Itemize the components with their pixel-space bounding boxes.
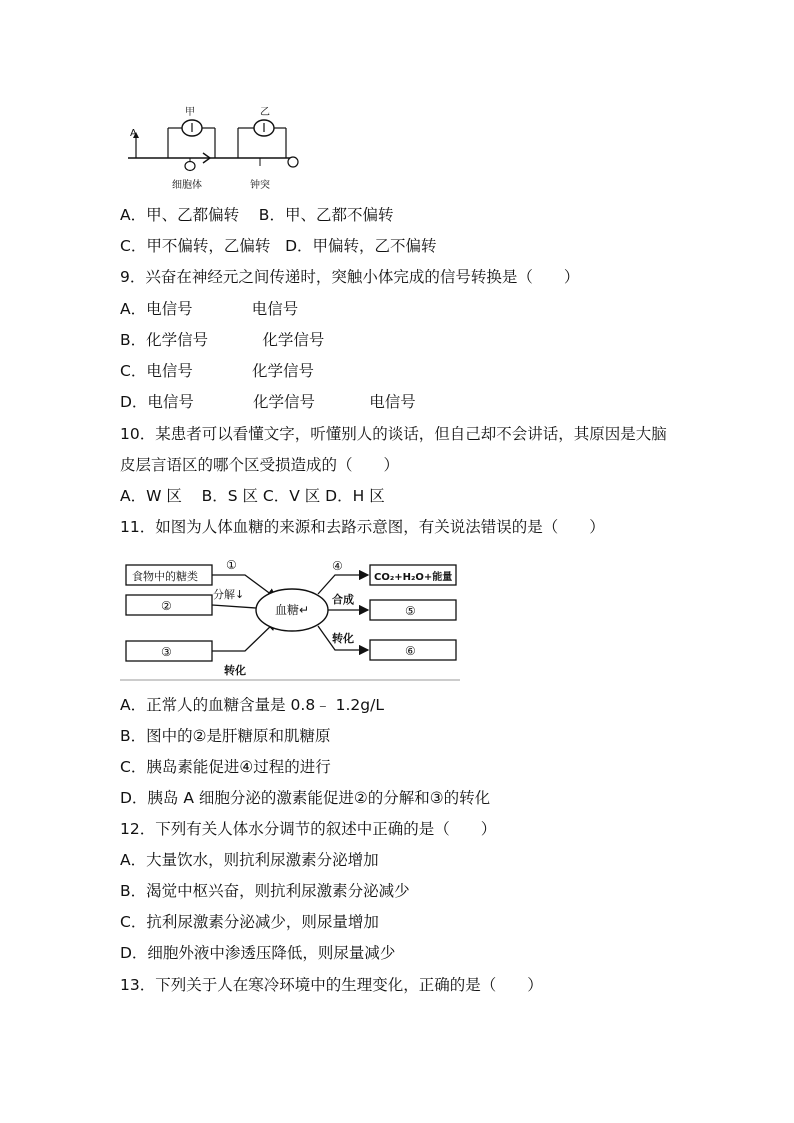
q10-stem-line2: 皮层言语区的哪个区受损造成的（ ）	[120, 456, 400, 474]
synapse-label: 钟突	[250, 180, 270, 191]
q11-option-a: A．正常人的血糖含量是 0.8﹣ 1.2g/L	[120, 696, 384, 714]
transform-bottom-label: 转化	[224, 664, 246, 677]
point-a-label: A	[130, 128, 137, 139]
q9-stem: 9．兴奋在神经元之间传递时，突触小体完成的信号转换是（ ）	[120, 268, 580, 286]
meter-jia-label: 甲	[185, 107, 195, 118]
q8-options-row2: C．甲不偏转，乙偏转 D．甲偏转，乙不偏转	[120, 237, 437, 255]
meter-yi-label: 乙	[260, 107, 270, 118]
q8-options-row1: A．甲、乙都偏转 B．甲、乙都不偏转	[120, 206, 394, 224]
q11-option-c: C．胰岛素能促进④过程的进行	[120, 758, 331, 776]
co2-energy-label: CO₂+H₂O+能量	[374, 572, 453, 583]
q11-option-d: D．胰岛 A 细胞分泌的激素能促进②的分解和③的转化	[120, 789, 491, 807]
synthesize-label: 合成	[332, 593, 354, 606]
q9-option-d: D．电信号 化学信号 电信号	[120, 393, 416, 411]
source-3-label: ③	[161, 645, 172, 659]
num-1-label: ①	[226, 558, 237, 572]
destination-6-label: ⑥	[405, 644, 416, 658]
q12-stem: 12．下列有关人体水分调节的叙述中正确的是（ ）	[120, 820, 497, 838]
axon-terminal-icon	[288, 157, 298, 167]
q9-option-c: C．电信号 化学信号	[120, 362, 314, 380]
blood-glucose-diagram	[120, 556, 465, 684]
q12-option-b: B．渴觉中枢兴奋，则抗利尿激素分泌减少	[120, 882, 410, 900]
transform-right-label: 转化	[332, 632, 354, 645]
destination-5-label: ⑤	[405, 604, 416, 618]
q10-options: A．W 区 B．S 区 C．V 区 D．H 区	[120, 487, 385, 505]
q10-stem-line1: 10．某患者可以看懂文字，听懂别人的谈话，但自己却不会讲话，其原因是大脑	[120, 425, 667, 443]
q13-stem: 13．下列关于人在寒冷环境中的生理变化，正确的是（ ）	[120, 976, 543, 994]
food-sugar-label: 食物中的糖类	[132, 570, 198, 583]
q11-option-b: B．图中的②是肝糖原和肌糖原	[120, 727, 331, 745]
q12-option-c: C．抗利尿激素分泌减少，则尿量增加	[120, 913, 379, 931]
blood-glucose-label: 血糖↵	[275, 603, 310, 617]
q11-stem: 11．如图为人体血糖的来源和去路示意图，有关说法错误的是（ ）	[120, 518, 605, 536]
q12-option-d: D．细胞外液中渗透压降低，则尿量减少	[120, 944, 396, 962]
neuron-galvanometer-figure	[120, 100, 310, 195]
q9-option-b: B．化学信号 化学信号	[120, 331, 325, 349]
decompose-label: 分解↓	[213, 588, 245, 601]
cell-body-label: 细胞体	[172, 180, 202, 191]
q12-option-a: A．大量饮水，则抗利尿激素分泌增加	[120, 851, 379, 869]
cell-body-icon	[185, 162, 195, 171]
num-4-label: ④	[332, 559, 343, 573]
q9-option-a: A．电信号 电信号	[120, 300, 299, 318]
source-2-label: ②	[161, 599, 172, 613]
